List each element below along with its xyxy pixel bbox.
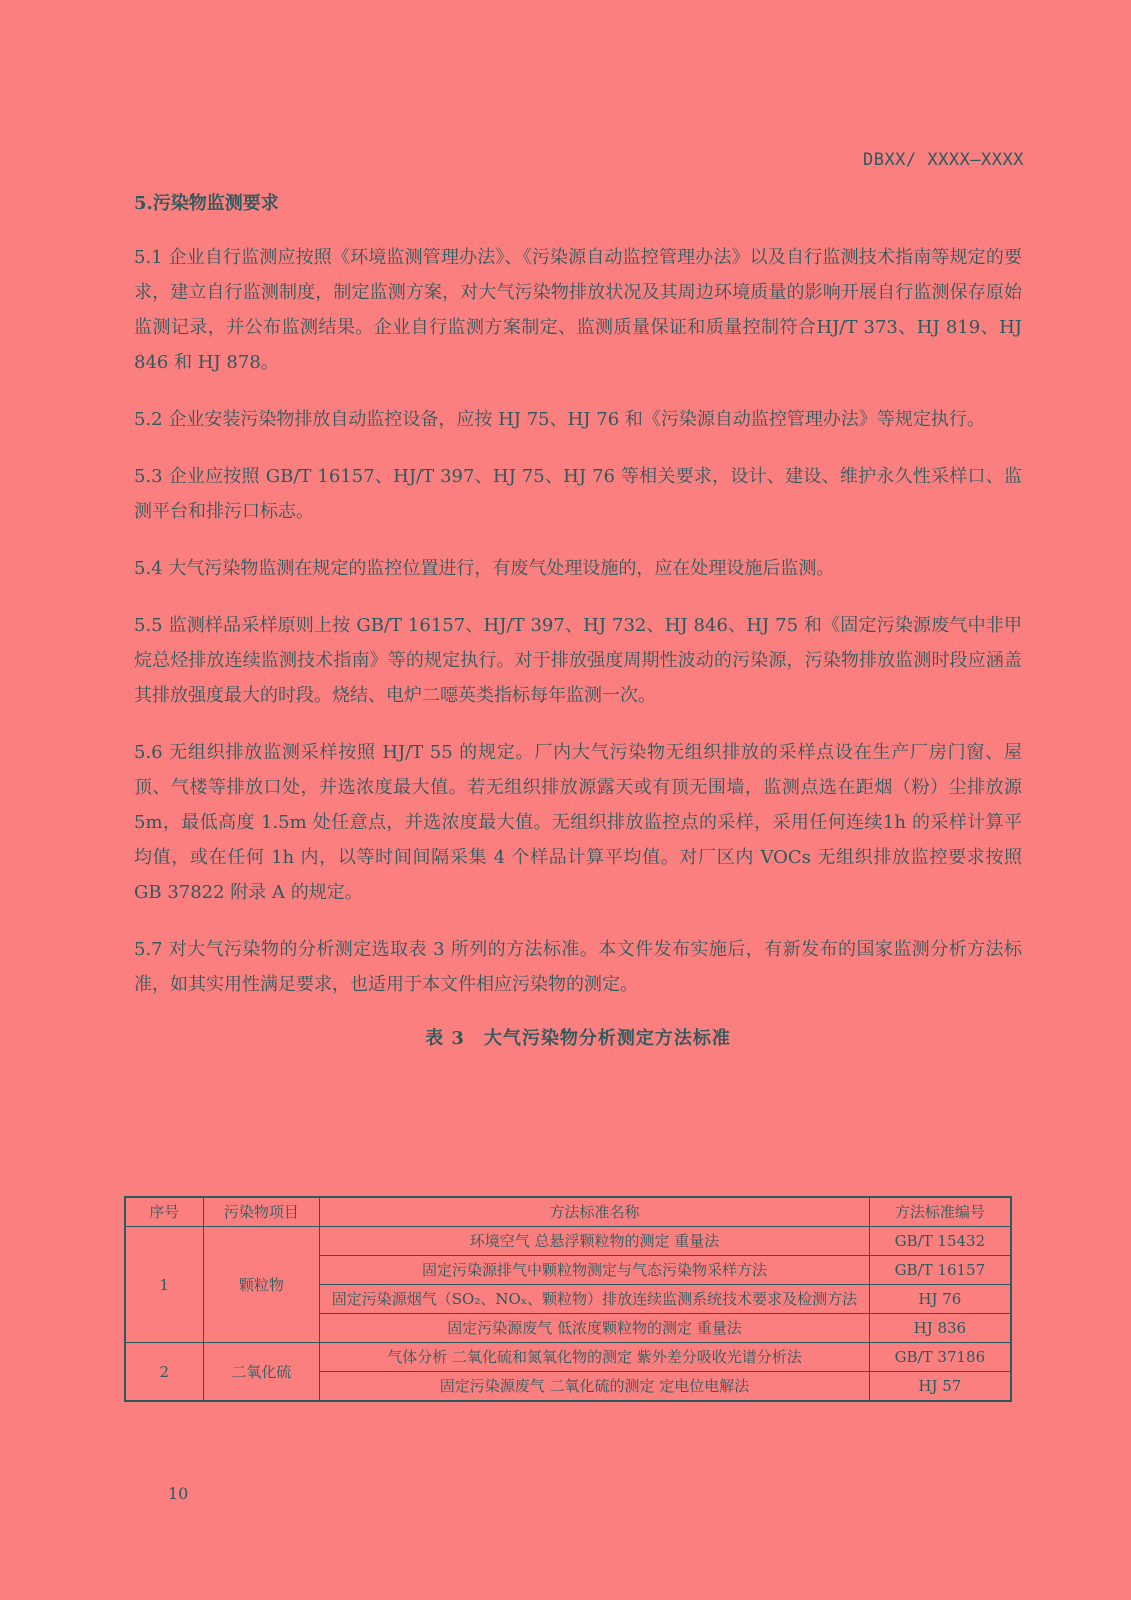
methods-table	[124, 1196, 1012, 1402]
paragraph-5-1: 5.1 企业自行监测应按照《环境监测管理办法》、《污染源自动监控管理办法》以及自行监测技术指南等规定的要求，建立自行监测制度，制定监测方案，对大气污染物排放状况及其周边环境质量的影响开展自行监测保存原始监测记录，并公布监测结果。企业自行监测方案制定、监测质量保证和质量控制符合HJ/T 373、HJ 819、HJ 846 和 HJ 878。	[134, 247, 1022, 373]
row-item: 二氧化硫	[203, 1343, 320, 1402]
paragraph-5-6: 5.6 无组织排放监测采样按照 HJ/T 55 的规定。厂内大气污染物无组织排放的采样点设在生产厂房门窗、屋顶、气楼等排放口处，并选浓度最大值。若无组织排放源露天或有顶无围墙，监测点选在距烟（粉）尘排放源 5m，最低高度 1.5m 处任意点，并选浓度最大值。无组织排放监控点的采样，采用任何连续1h 的采样计算平均值，或在任何 1h 内，以等时间间隔采集 4 个样品计算平均值。对厂区内 VOCs 无组织排放监控要求按照 GB 37822 附录 A 的规定。	[134, 742, 1022, 903]
row-code: GB/T 37186	[869, 1343, 1011, 1372]
table-row	[125, 1343, 1011, 1372]
row-no: 2	[125, 1343, 203, 1402]
page-number: 10	[168, 1484, 189, 1503]
document-code: DBXX/ XXXX—XXXX	[862, 150, 1024, 170]
table-caption: 表 3 大气污染物分析测定方法标准	[425, 1028, 731, 1049]
section-title: 5.污染物监测要求	[134, 193, 279, 214]
header-method: 方法标准名称	[320, 1197, 869, 1227]
row-code: GB/T 15432	[869, 1227, 1011, 1256]
row-method: 固定污染源废气 低浓度颗粒物的测定 重量法	[320, 1314, 869, 1343]
header-no: 序号	[125, 1197, 203, 1227]
row-method: 环境空气 总悬浮颗粒物的测定 重量法	[320, 1227, 869, 1256]
row-method: 固定污染源排气中颗粒物测定与气态污染物采样方法	[320, 1256, 869, 1285]
paragraph-5-2: 5.2 企业安装污染物排放自动监控设备，应按 HJ 75、HJ 76 和《污染源自动监控管理办法》等规定执行。	[134, 409, 985, 430]
document-body	[134, 190, 1022, 1070]
row-code: HJ 76	[869, 1285, 1011, 1314]
row-code: HJ 836	[869, 1314, 1011, 1343]
header-item: 污染物项目	[203, 1197, 320, 1227]
table-header-row	[125, 1197, 1011, 1227]
row-code: HJ 57	[869, 1372, 1011, 1402]
paragraph-5-3: 5.3 企业应按照 GB/T 16157、HJ/T 397、HJ 75、HJ 76 等相关要求，设计、建设、维护永久性采样口、监测平台和排污口标志。	[134, 466, 1022, 522]
paragraph-5-4: 5.4 大气污染物监测在规定的监控位置进行，有废气处理设施的，应在处理设施后监测。	[134, 558, 835, 579]
table-row	[125, 1227, 1011, 1256]
row-method: 固定污染源烟气（SO₂、NOₓ、颗粒物）排放连续监测系统技术要求及检测方法	[320, 1285, 869, 1314]
row-no: 1	[125, 1227, 203, 1343]
paragraph-5-5: 5.5 监测样品采样原则上按 GB/T 16157、HJ/T 397、HJ 732、HJ 846、HJ 75 和《固定污染源废气中非甲烷总烃排放连续监测技术指南》等的规定执行。对于排放强度周期性波动的污染源，污染物排放监测时段应涵盖其排放强度最大的时段。烧结、电炉二噁英类指标每年监测一次。	[134, 615, 1022, 706]
row-code: GB/T 16157	[869, 1256, 1011, 1285]
row-item: 颗粒物	[203, 1227, 320, 1343]
paragraph-5-7: 5.7 对大气污染物的分析测定选取表 3 所列的方法标准。本文件发布实施后，有新发布的国家监测分析方法标准，如其实用性满足要求，也适用于本文件相应污染物的测定。	[134, 939, 1022, 995]
header-code: 方法标准编号	[869, 1197, 1011, 1227]
row-method: 固定污染源废气 二氧化硫的测定 定电位电解法	[320, 1372, 869, 1402]
row-method: 气体分析 二氧化硫和氮氧化物的测定 紫外差分吸收光谱分析法	[320, 1343, 869, 1372]
